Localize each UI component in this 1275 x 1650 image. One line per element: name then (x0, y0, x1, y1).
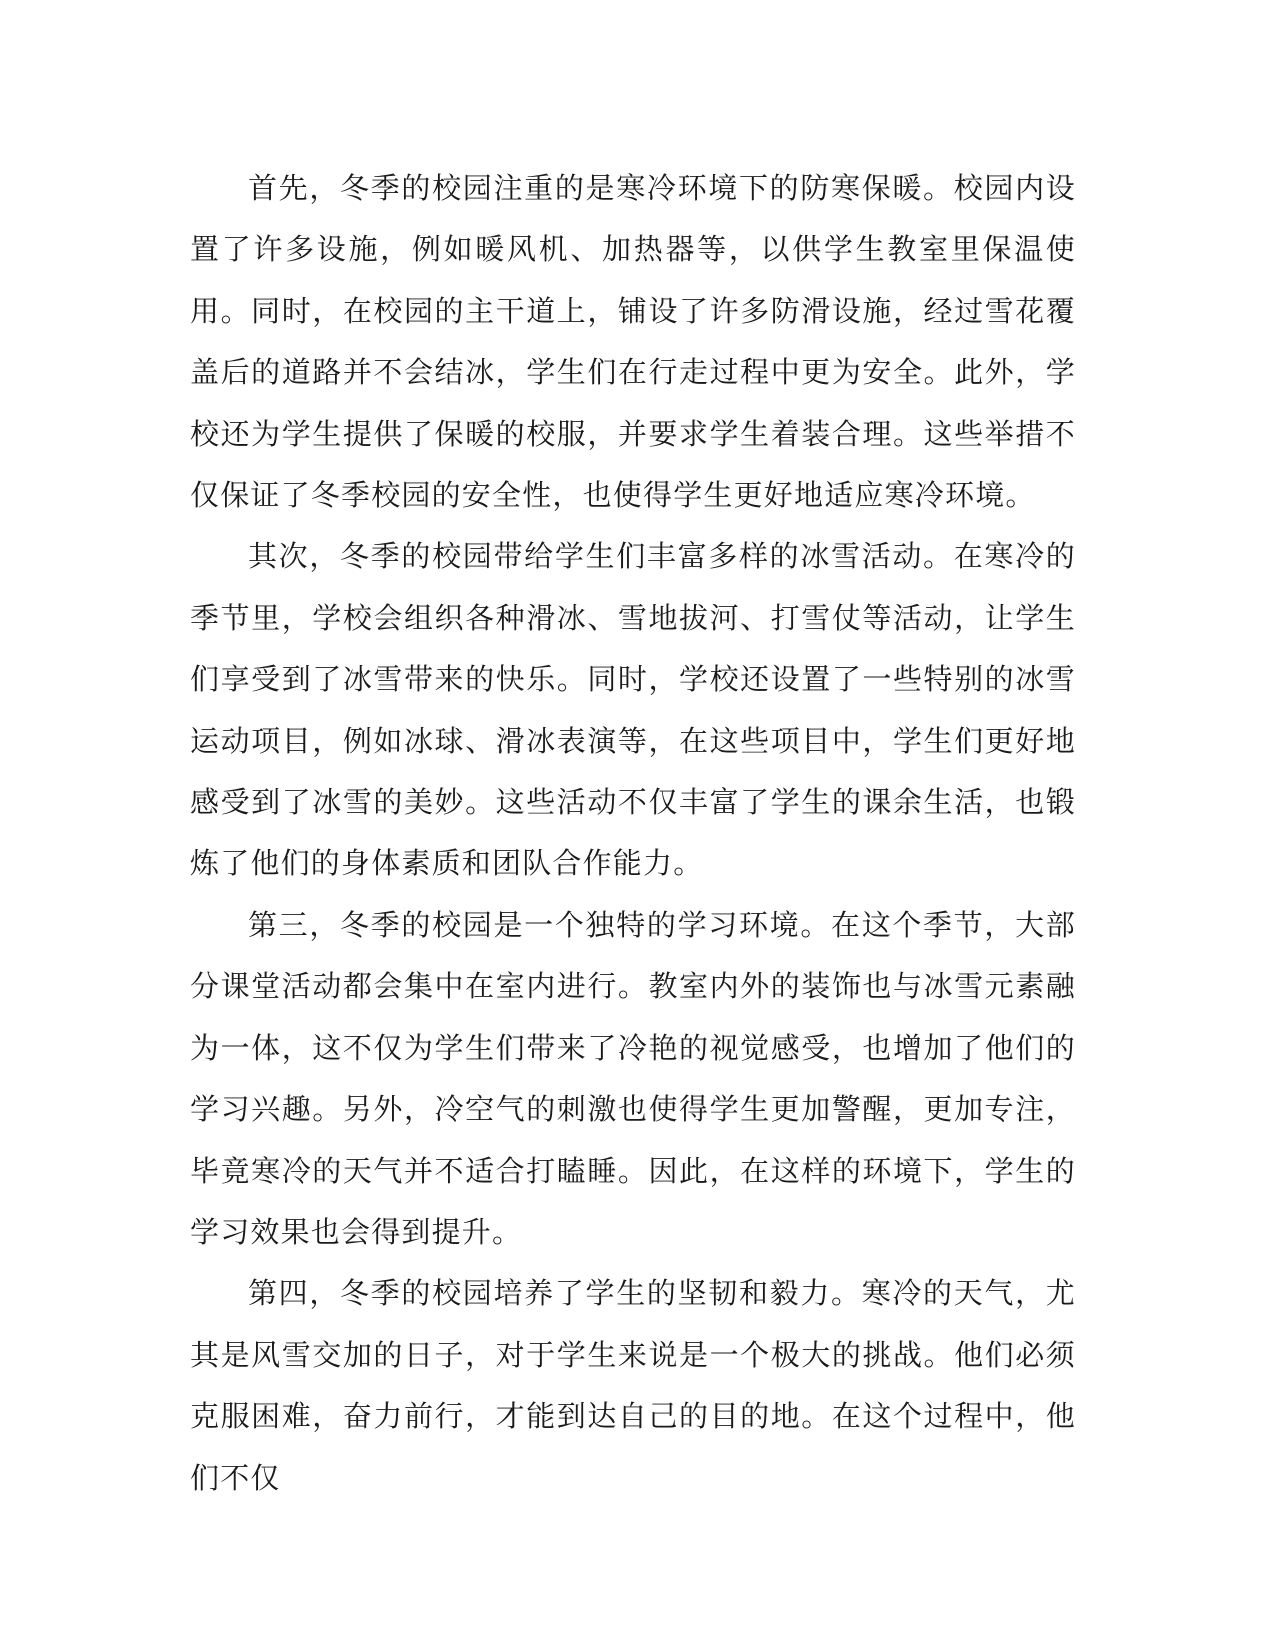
paragraph-1: 首先，冬季的校园注重的是寒冷环境下的防寒保暖。校园内设置了许多设施，例如暖风机、加热器等，以供学生教室里保温使用。同时，在校园的主干道上，铺设了许多防滑设施，经过雪花覆盖后的道路并不会结冰，学生们在行走过程中更为安全。此外，学校还为学生提供了保暖的校服，并要求学生着装合理。这些举措不仅保证了冬季校园的安全性，也使得学生更好地适应寒冷环境。 (190, 171, 1076, 513)
document-body (190, 158, 1076, 1509)
paragraph-3: 第三，冬季的校园是一个独特的学习环境。在这个季节，大部分课堂活动都会集中在室内进行。教室内外的装饰也与冰雪元素融为一体，这不仅为学生们带来了冷艳的视觉感受，也增加了他们的学习兴趣。另外，冷空气的刺激也使得学生更加警醒，更加专注，毕竟寒冷的天气并不适合打瞌睡。因此，在这样的环境下，学生的学习效果也会得到提升。 (190, 907, 1076, 1249)
paragraph-4: 第四，冬季的校园培养了学生的坚韧和毅力。寒冷的天气，尤其是风雪交加的日子，对于学生来说是一个极大的挑战。他们必须克服困难，奋力前行，才能到达自己的目的地。在这个过程中，他们不仅 (190, 1276, 1076, 1495)
paragraph-2: 其次，冬季的校园带给学生们丰富多样的冰雪活动。在寒冷的季节里，学校会组织各种滑冰、雪地拔河、打雪仗等活动，让学生们享受到了冰雪带来的快乐。同时，学校还设置了一些特别的冰雪运动项目，例如冰球、滑冰表演等，在这些项目中，学生们更好地感受到了冰雪的美妙。这些活动不仅丰富了学生的课余生活，也锻炼了他们的身体素质和团队合作能力。 (190, 539, 1076, 881)
